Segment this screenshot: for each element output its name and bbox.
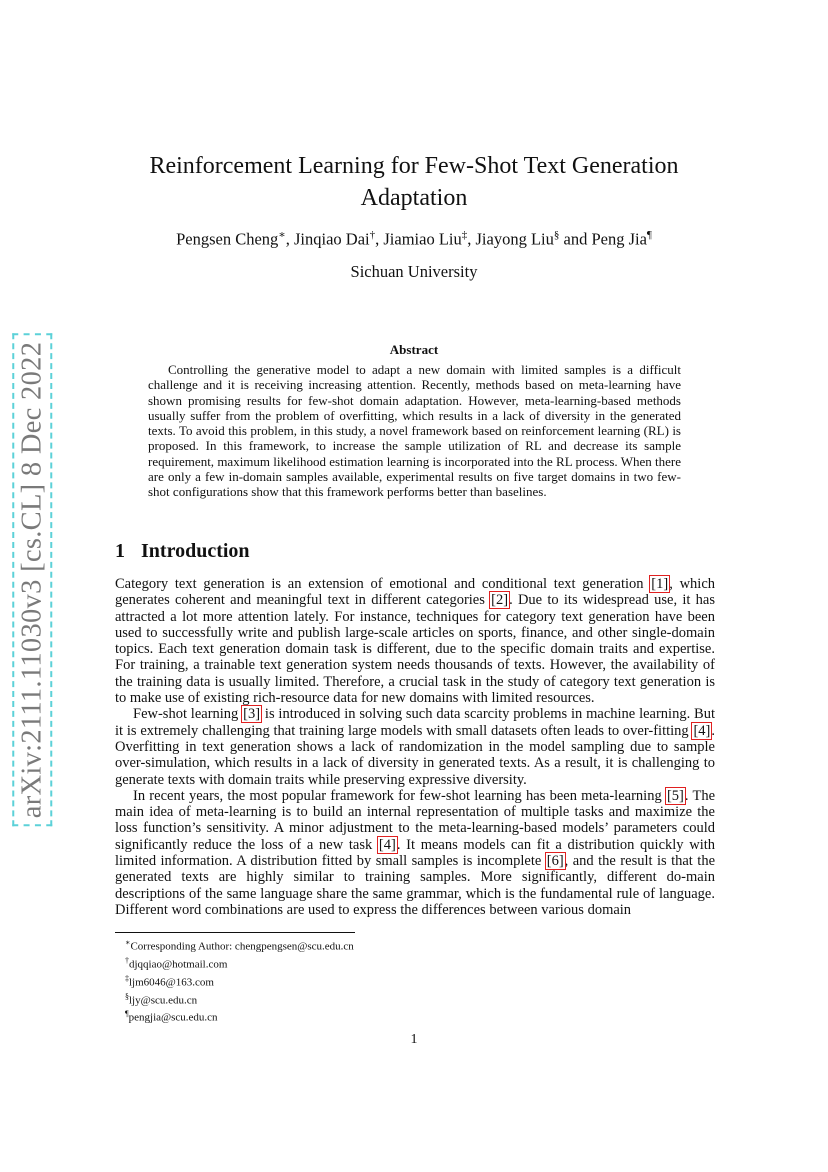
body-text-run: Few-shot learning [133, 706, 243, 723]
body-text-run: . Overfitting in text generation shows a lack of randomization in the model sampling due to sample over-simulation, which results in a lack of diversity in generated texts. As a result, it is challenging to generate texts with domain traits while preserving expressive diversity. [115, 722, 715, 788]
author-name: Peng Jia [591, 229, 647, 249]
abstract-heading: Abstract [389, 342, 439, 357]
citation-link[interactable]: [3] [243, 706, 261, 723]
body-text-run: is introduced in solving such data scarcity problems in machine learning. But it is extremely challenging that training large models with small datasets often leads to over-fitting [115, 706, 715, 739]
footnote-mark: ¶ [125, 1009, 129, 1019]
section-number: 1 [115, 540, 125, 562]
citation-link[interactable]: [4] [378, 836, 396, 853]
author-footnote-mark[interactable]: ¶ [646, 229, 652, 241]
footnote-rule [115, 932, 355, 933]
page-number: 1 [410, 1032, 418, 1047]
body-text-run: , which generates coherent and meaningful text in different categories [115, 576, 716, 609]
citation-link[interactable]: [4] [693, 722, 711, 739]
footnote-text: Corresponding Author: chengpengsen@scu.edu.cn [130, 940, 354, 953]
footnote-text: djqqiao@hotmail.com [129, 958, 228, 971]
author-footnote-mark[interactable]: ∗ [278, 229, 286, 241]
footnote-text: pengjia@scu.edu.cn [128, 1012, 218, 1025]
author-footnote-mark[interactable]: † [369, 229, 376, 241]
body-paragraph [115, 576, 715, 706]
footnote-text: ljm6046@163.com [129, 976, 214, 989]
author-footnote-mark[interactable]: § [553, 229, 560, 241]
footnote-mark: ‡ [125, 973, 129, 983]
footnote-mark: ∗ [125, 938, 131, 947]
footnote-mark: † [125, 955, 129, 965]
author-name: Jinqiao Dai [294, 229, 370, 249]
author-name: Jiamiao Liu [383, 229, 462, 249]
body-text-run: Category text generation is an extension of emotional and conditional text generation [115, 576, 651, 592]
arxiv-id-label[interactable]: arXiv:2111.11030v3 [cs.CL] 8 Dec 2022 [16, 338, 48, 823]
introduction-body [115, 576, 715, 918]
footnote [125, 990, 625, 1008]
footnote [125, 936, 625, 954]
section-heading [115, 540, 250, 563]
body-text-run: . The main idea of meta-learning is to build an internal representation of multiple tasks and maximize the loss function’s sensitivity. A minor adjustment to the meta-learning-based models’ parameters could significantly reduce the loss of a new task [115, 787, 715, 853]
body-paragraph [115, 788, 715, 918]
author-name: Pengsen Cheng [176, 229, 279, 249]
affiliation: Sichuan University [350, 262, 478, 281]
author-list: Pengsen Cheng∗, Jinqiao Dai†, Jiamiao Liu‡, Jiayong Liu§ and Peng Jia¶ [176, 229, 652, 249]
citation-link[interactable]: [2] [491, 592, 509, 609]
body-text-run: In recent years, the most popular framework for few-shot learning has been meta-learning [133, 787, 666, 804]
section-title: Introduction [141, 540, 250, 562]
body-paragraph [115, 706, 715, 787]
body-text-run: , and the result is that the generated texts are highly similar to training samples. More significantly, different do-main descriptions of the same language share the same grammar, which is the fundamental rule of language. Different word combinations are used to express the differences between various domain [115, 853, 716, 918]
paper-title: Reinforcement Learning for Few-Shot Text Generation Adaptation [149, 153, 679, 211]
footnote-text: ljy@scu.edu.cn [129, 994, 198, 1007]
footnote [125, 954, 625, 972]
arxiv-stamp [10, 340, 54, 820]
author-footnote-mark[interactable]: ‡ [461, 229, 468, 241]
body-text-run: . Due to its widespread use, it has attracted a lot more attention lately. For instance, techniques for category text generation have been used to successfully write and publish large-scale articles on sports, finance, and other single-domain topics. Each text generation domain task is different, due to the specific domain traits and expertise. For training, a trainable text generation system needs thousands of texts. However, the availability of the training data is usually limited. Therefore, a crucial task in the study of category text generation is to make use of existing rich-resource data for new domains with limited resources. [115, 592, 715, 707]
citation-link[interactable]: [5] [666, 787, 684, 804]
citation-link[interactable]: [1] [651, 576, 669, 592]
author-name: Jiayong Liu [475, 229, 554, 249]
footnote [125, 1007, 625, 1025]
body-text-run: . It means models can fit a distribution quickly with limited information. A distribution fitted by small samples is incomplete [115, 836, 715, 870]
footnote-mark: § [125, 991, 129, 1001]
abstract-body: Controlling the generative model to adapt a new domain with limited samples is a difficult challenge and it is receiving increasing attention. Recently, methods based on meta-learning have shown promising results for few-shot domain adaptation. However, meta-learning-based methods usually suffer from the problem of overfitting, which results in a lack of diversity in the generated texts. To avoid this problem, in this study, a novel framework based on reinforcement learning (RL) is proposed. In this framework, to increase the sample utilization of RL and decrease its sample requirement, maximum likelihood estimation learning is incorporated into the RL process. When there are only a few in-domain samples available, experimental results on five target domains in two few-shot configurations show that this framework performs better than baselines. [148, 362, 681, 500]
citation-link[interactable]: [6] [546, 853, 564, 870]
footnotes [125, 936, 625, 1025]
footnote [125, 972, 625, 990]
